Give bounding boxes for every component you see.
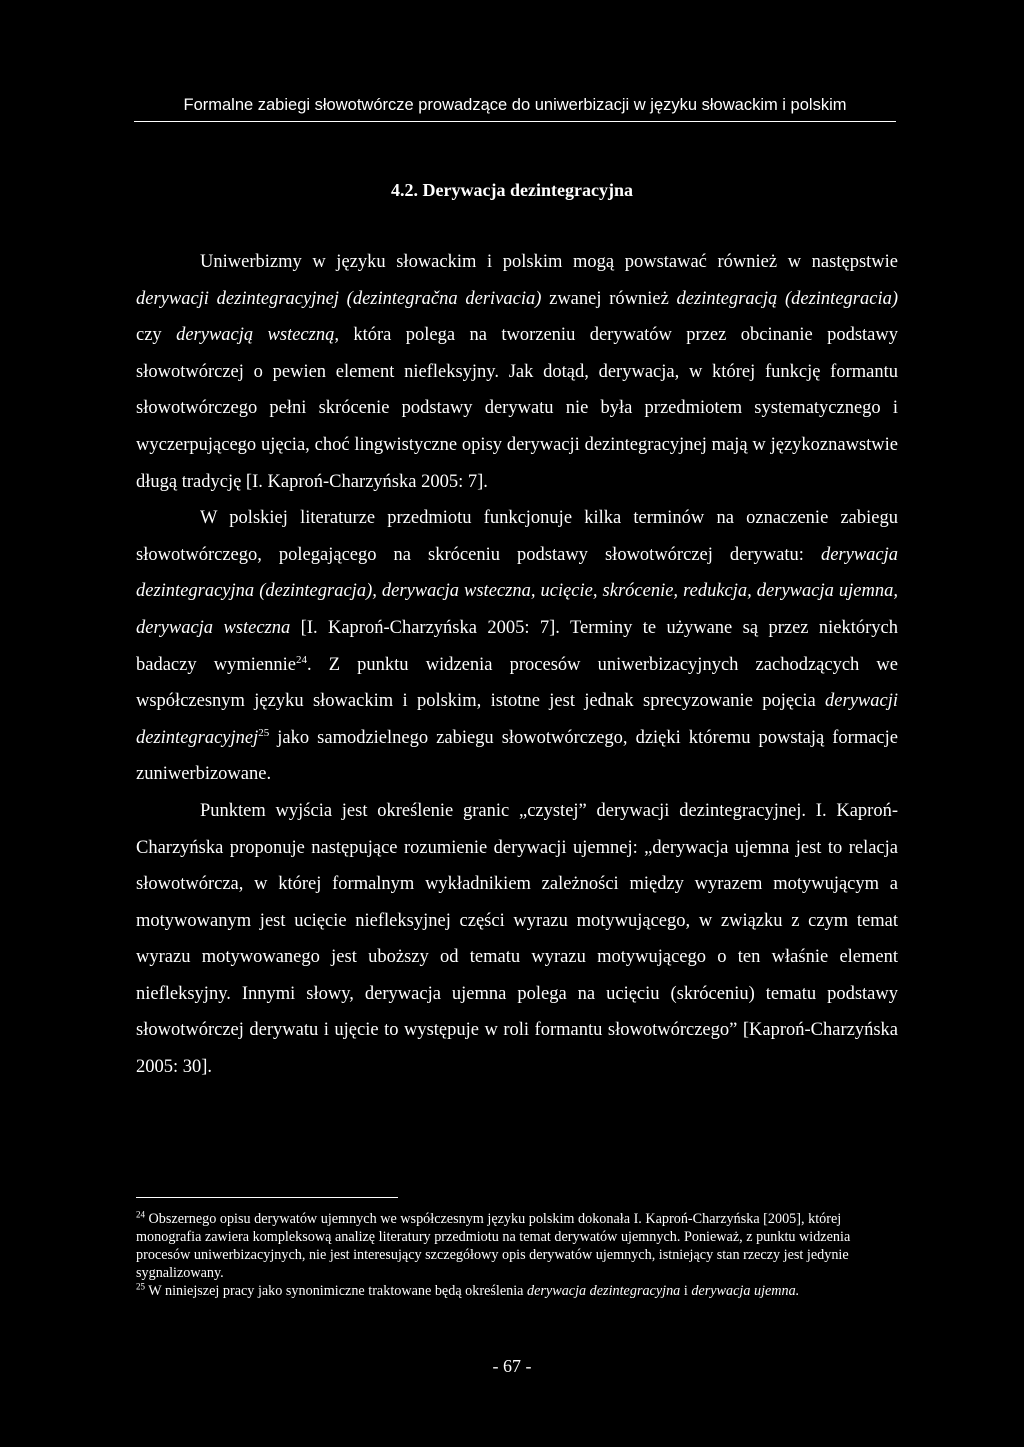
- italic-term: dezintegracją (dezintegracia): [676, 288, 898, 309]
- footnote-text: W niniejszej pracy jako synonimiczne traktowane będą określenia: [145, 1283, 528, 1299]
- footnote-ref-24[interactable]: 24: [295, 653, 307, 666]
- section-heading: 4.2. Derywacja dezintegracyjna: [391, 180, 633, 200]
- italic-term: derywacji dezintegracyjnej (dezintegračna derivacia): [136, 288, 542, 309]
- text-span: która polega na tworzeniu derywatów przez obcinanie podstawy słowotwórczej o pewien element niefleksyjny. Jak dotąd, derywacja, w której funkcję formantu słowotwórczego pełni skrócenie podstawy derywatu nie była przedmiotem systematycznego i wyczerpującego ujęcia, choć lingwistyczne opisy derywacji dezintegracyjnej mają w językoznawstwie długą tradycję [I. Kaproń-Charzyńska 2005: 7].: [136, 325, 898, 492]
- paragraph-2: [136, 500, 898, 793]
- footnote-text: i: [680, 1283, 692, 1299]
- italic-term: derywacja ujemna.: [691, 1283, 800, 1299]
- italic-term: derywacją wsteczną,: [176, 325, 339, 346]
- paragraph-1: [136, 244, 898, 500]
- text-span: czy: [136, 325, 177, 346]
- header-rule: [134, 121, 896, 122]
- footnote-text: Obszernego opisu derywatów ujemnych we współczesnym języku polskim dokonała I. Kaproń-Charzyńska [2005], której monografia zawiera kompleksową analizę literatury przedmiotu na temat derywatów ujemnych. Ponieważ, z punktu widzenia procesów uniwerbizacyjnych, nie jest interesujący szczegółowy opis derywatów ujemnych, istniejący stan rzeczy jest jedynie sygnalizowany.: [136, 1211, 851, 1281]
- footnote-ref-25[interactable]: 25: [258, 726, 270, 739]
- paragraph-3: Punktem wyjścia jest określenie granic „czystej” derywacji dezintegracyjnej. I. Kaproń-Charzyńska proponuje następujące rozumienie derywacji ujemnej: „derywacja ujemna jest to relacja słowotwórcza, w której formalnym wykładnikiem zależności między wyrazem motywującym a motywowanym jest ucięcie niefleksyjnej części wyrazu motywującego, w związku z czym temat wyrazu motywowanego jest uboższy od tematu wyrazu motywującego o ten właśnie element niefleksyjny. Innymi słowy, derywacja ujemna polega na ucięciu (skróceniu) tematu podstawy słowotwórczej derywatu i ujęcie to występuje w roli formantu słowotwórczego” [Kaproń-Charzyńska 2005: 30].: [136, 800, 898, 1078]
- text-span: W polskiej literaturze przedmiotu funkcjonuje kilka terminów na oznaczenie zabiegu słowotwórczego, polegającego na skróceniu podstawy słowotwórczej derywatu:: [136, 508, 898, 565]
- italic-term: derywacja dezintegracyjna: [527, 1283, 681, 1299]
- text-span: jako samodzielnego zabiegu słowotwórczego, dzięki któremu powstają formacje zuniwerbizowane.: [136, 727, 898, 785]
- italic-term: derywacji dezintegracyjnej: [136, 691, 898, 748]
- footnote-24: [136, 1210, 886, 1282]
- text-span: . Z punktu widzenia procesów uniwerbizacyjnych zachodzących we współczesnym języku słowackim i polskim, istotne jest jednak sprecyzowanie pojęcia: [136, 654, 899, 712]
- text-span: Uniwerbizmy w języku słowackim i polskim mogą powstawać również w następstwie: [200, 252, 898, 272]
- footnote-25: [136, 1282, 886, 1300]
- page-number: - 67 -: [492, 1356, 532, 1376]
- footnotes: [136, 1210, 886, 1300]
- footnote-number: 25: [136, 1281, 145, 1292]
- body-text: [136, 244, 898, 1086]
- text-span: [I. Kaproń-Charzyńska 2005: 7]. Terminy te używane są przez niektórych badaczy wymiennie: [136, 617, 898, 675]
- footnote-number: 24: [136, 1209, 145, 1220]
- running-header: Formalne zabiegi słowotwórcze prowadzące do uniwerbizacji w języku słowackim i polskim: [183, 96, 847, 114]
- text-span: zwanej również: [541, 288, 677, 309]
- footnote-rule: [136, 1197, 398, 1198]
- italic-term: derywacja dezintegracyjna (dezintegracja), derywacja wsteczna, ucięcie, skrócenie, redukcja, derywacja ujemna, derywacja wsteczna: [136, 544, 898, 638]
